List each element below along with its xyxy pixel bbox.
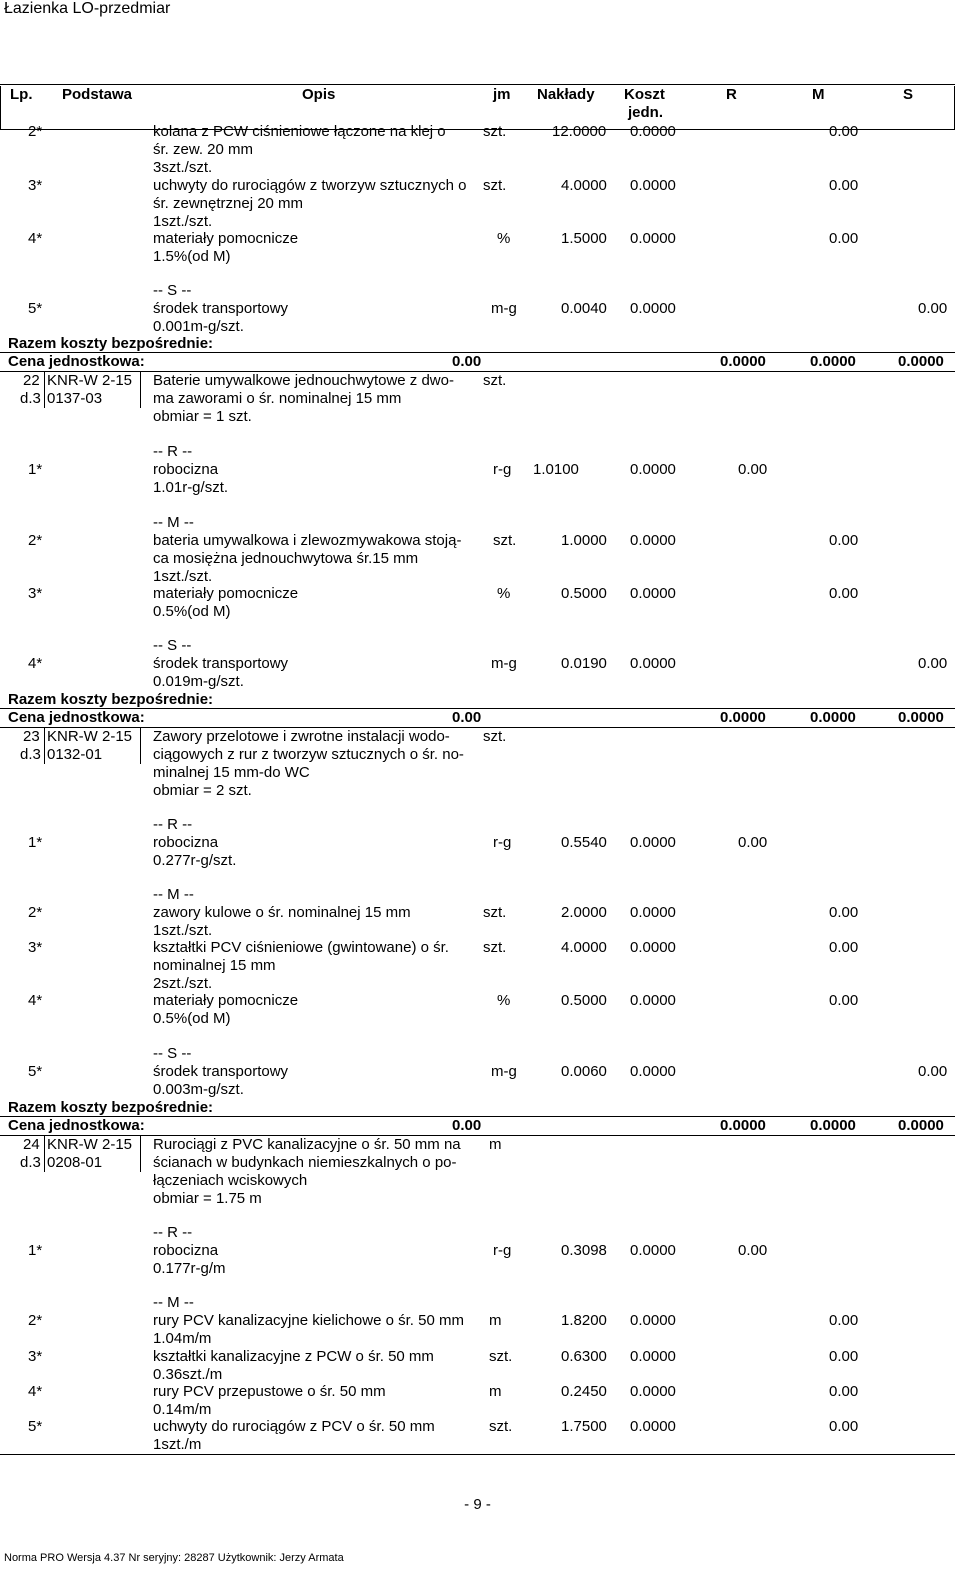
row-jm: % [497, 230, 511, 247]
row-opis: 1szt./szt. [153, 922, 213, 939]
row-m: 0.00 [829, 1312, 859, 1329]
row-opis: kształtki kanalizacyjne z PCW o śr. 50 mm [153, 1348, 434, 1365]
razem-label: Razem koszty bezpośrednie: [8, 335, 214, 352]
cena-r: 0.0000 [720, 353, 766, 370]
row-lp: 3* [28, 585, 43, 602]
row-opis: 0.36szt./m [153, 1366, 223, 1383]
row-opis: śr. zew. 20 mm [153, 141, 254, 158]
position-basis-code: 0132-01 [47, 746, 103, 763]
row-opis: 0.177r-g/m [153, 1260, 226, 1277]
row-naklady: 4.0000 [561, 177, 607, 194]
cena-value: 0.00 [452, 1117, 482, 1134]
row-naklady: 1.0000 [561, 532, 607, 549]
row-opis: uchwyty do rurociągów z PCV o śr. 50 mm [153, 1418, 435, 1435]
row-naklady: 0.5540 [561, 834, 607, 851]
row-opis: rury PCV przepustowe o śr. 50 mm [153, 1383, 386, 1400]
table-header [0, 84, 955, 130]
row-m: 0.00 [829, 992, 859, 1009]
row-koszt: 0.0000 [630, 230, 676, 247]
row-m: 0.00 [829, 177, 859, 194]
row-opis: 3szt./szt. [153, 159, 213, 176]
row-lp: 2* [28, 904, 43, 921]
position-opis: ścianach w budynkach niemieszkalnych o po- [153, 1154, 457, 1171]
document-title: Łazienka LO-przedmiar [4, 0, 171, 17]
row-jm: r-g [493, 1242, 512, 1259]
divider [0, 1135, 955, 1136]
row-m: 0.00 [829, 230, 859, 247]
position-obmiar: obmiar = 2 szt. [153, 782, 252, 799]
position-opis: ciągowych z rur z tworzyw sztucznych o śr. no- [153, 746, 464, 763]
row-naklady: 0.5000 [561, 992, 607, 1009]
row-opis: robocizna [153, 461, 219, 478]
row-opis: ca mosiężna jednouchwytowa śr.15 mm [153, 550, 419, 567]
row-opis: 0.5%(od M) [153, 603, 231, 620]
row-lp: 4* [28, 992, 43, 1009]
razem-label: Razem koszty bezpośrednie: [8, 1099, 214, 1116]
row-opis: 0.14m/m [153, 1401, 212, 1418]
row-m: 0.00 [829, 532, 859, 549]
row-koszt: 0.0000 [630, 461, 676, 478]
divider [0, 727, 955, 728]
row-lp: 5* [28, 1063, 43, 1080]
row-koszt: 0.0000 [630, 300, 676, 317]
row-koszt: 0.0000 [630, 939, 676, 956]
row-opis: robocizna [153, 1242, 219, 1259]
row-opis: zawory kulowe o śr. nominalnej 15 mm [153, 904, 411, 921]
row-jm: m-g [491, 1063, 517, 1080]
row-lp: 1* [28, 834, 43, 851]
row-opis: rury PCV kanalizacyjne kielichowe o śr. 50 mm [153, 1312, 464, 1329]
row-jm: szt. [483, 123, 507, 140]
position-basis-code: 0137-03 [47, 390, 103, 407]
row-koszt: 0.0000 [630, 904, 676, 921]
row-m: 0.00 [829, 1348, 859, 1365]
position-d: d.3 [20, 746, 41, 763]
position-number: 24 [23, 1136, 40, 1153]
row-naklady: 12.0000 [552, 123, 607, 140]
row-opis: 1.01r-g/szt. [153, 479, 229, 496]
row-naklady: 0.6300 [561, 1348, 607, 1365]
row-m: 0.00 [829, 939, 859, 956]
row-lp: 5* [28, 300, 43, 317]
row-jm: szt. [483, 904, 507, 921]
row-koszt: 0.0000 [630, 655, 676, 672]
cena-value: 0.00 [452, 353, 482, 370]
row-naklady: 1.7500 [561, 1418, 607, 1435]
position-jm: szt. [483, 372, 507, 389]
row-lp: 4* [28, 1383, 43, 1400]
cena-r: 0.0000 [720, 1117, 766, 1134]
row-jm: szt. [493, 532, 517, 549]
position-d: d.3 [20, 1154, 41, 1171]
header-m: M [812, 86, 825, 103]
header-podstawa: Podstawa [62, 86, 133, 103]
position-basis: KNR-W 2-15 [47, 372, 133, 389]
row-koszt: 0.0000 [630, 1348, 676, 1365]
row-lp: 3* [28, 1348, 43, 1365]
row-lp: 1* [28, 1242, 43, 1259]
row-naklady: 1.5000 [561, 230, 607, 247]
header-koszt: Koszt [624, 86, 665, 103]
row-naklady: 0.0060 [561, 1063, 607, 1080]
row-lp: 2* [28, 1312, 43, 1329]
row-jm: r-g [493, 834, 512, 851]
row-opis: materiały pomocnicze [153, 230, 299, 247]
row-r: 0.00 [738, 834, 768, 851]
row-opis: 1szt./szt. [153, 213, 213, 230]
row-opis: materiały pomocnicze [153, 992, 299, 1009]
section-s: -- S -- [153, 1045, 192, 1062]
row-naklady: 1.0100 [533, 461, 579, 478]
row-lp: 4* [28, 655, 43, 672]
row-m: 0.00 [829, 904, 859, 921]
row-opis: 1szt./szt. [153, 568, 213, 585]
position-basis-code: 0208-01 [47, 1154, 103, 1171]
row-m: 0.00 [829, 585, 859, 602]
row-opis: 1.04m/m [153, 1330, 212, 1347]
row-opis: 2szt./szt. [153, 975, 213, 992]
row-opis: robocizna [153, 834, 219, 851]
position-obmiar: obmiar = 1.75 m [153, 1190, 262, 1207]
row-opis: materiały pomocnicze [153, 585, 299, 602]
cena-r: 0.0000 [720, 709, 766, 726]
row-lp: 4* [28, 230, 43, 247]
row-naklady: 0.0040 [561, 300, 607, 317]
row-koszt: 0.0000 [630, 1242, 676, 1259]
row-jm: % [497, 585, 511, 602]
footer-text: Norma PRO Wersja 4.37 Nr seryjny: 28287 Użytkownik: Jerzy Armata [4, 1552, 344, 1564]
position-opis: minalnej 15 mm-do WC [153, 764, 310, 781]
row-lp: 2* [28, 532, 43, 549]
position-opis: Zawory przelotowe i zwrotne instalacji wodo- [153, 728, 450, 745]
cena-m: 0.0000 [810, 1117, 856, 1134]
row-m: 0.00 [829, 1418, 859, 1435]
row-lp: 3* [28, 177, 43, 194]
position-basis: KNR-W 2-15 [47, 1136, 133, 1153]
row-naklady: 0.2450 [561, 1383, 607, 1400]
cena-m: 0.0000 [810, 709, 856, 726]
row-opis: 0.001m-g/szt. [153, 318, 244, 335]
row-naklady: 2.0000 [561, 904, 607, 921]
position-obmiar: obmiar = 1 szt. [153, 408, 252, 425]
row-opis: środek transportowy [153, 300, 289, 317]
row-jm: szt. [483, 177, 507, 194]
razem-label: Razem koszty bezpośrednie: [8, 691, 214, 708]
cena-label: Cena jednostkowa: [8, 353, 145, 370]
row-jm: szt. [483, 939, 507, 956]
position-number: 23 [23, 728, 40, 745]
section-s: -- S -- [153, 282, 192, 299]
row-jm: szt. [489, 1418, 513, 1435]
row-opis: śr. zewnętrznej 20 mm [153, 195, 304, 212]
row-koszt: 0.0000 [630, 992, 676, 1009]
row-opis: środek transportowy [153, 1063, 289, 1080]
row-opis: 1.5%(od M) [153, 248, 231, 265]
row-lp: 2* [28, 123, 43, 140]
section-m: -- M -- [153, 1294, 194, 1311]
row-s: 0.00 [918, 300, 948, 317]
row-lp: 5* [28, 1418, 43, 1435]
section-s: -- S -- [153, 637, 192, 654]
row-opis: 0.003m-g/szt. [153, 1081, 244, 1098]
divider [0, 371, 955, 372]
position-jm: szt. [483, 728, 507, 745]
cena-value: 0.00 [452, 709, 482, 726]
header-opis: Opis [302, 86, 336, 103]
row-jm: m-g [491, 300, 517, 317]
header-koszt-jedn: jedn. [628, 104, 664, 121]
row-opis: nominalnej 15 mm [153, 957, 276, 974]
row-koszt: 0.0000 [630, 834, 676, 851]
page-number: - 9 - [464, 1496, 491, 1513]
cena-s: 0.0000 [898, 709, 944, 726]
cena-s: 0.0000 [898, 1117, 944, 1134]
section-m: -- M -- [153, 514, 194, 531]
row-koszt: 0.0000 [630, 123, 676, 140]
row-naklady: 0.0190 [561, 655, 607, 672]
section-r: -- R -- [153, 1224, 193, 1241]
position-d: d.3 [20, 390, 41, 407]
row-jm: m [489, 1383, 502, 1400]
position-number: 22 [23, 372, 40, 389]
row-naklady: 0.5000 [561, 585, 607, 602]
row-koszt: 0.0000 [630, 1383, 676, 1400]
cena-label: Cena jednostkowa: [8, 1117, 145, 1134]
table-bottom-border [0, 1454, 955, 1455]
cena-m: 0.0000 [810, 353, 856, 370]
row-opis: uchwyty do rurociągów z tworzyw sztucznych o [153, 177, 467, 194]
row-koszt: 0.0000 [630, 1312, 676, 1329]
row-jm: szt. [489, 1348, 513, 1365]
row-koszt: 0.0000 [630, 585, 676, 602]
cena-s: 0.0000 [898, 353, 944, 370]
position-basis: KNR-W 2-15 [47, 728, 133, 745]
row-koszt: 0.0000 [630, 177, 676, 194]
row-m: 0.00 [829, 123, 859, 140]
section-r: -- R -- [153, 443, 193, 460]
row-opis: 0.277r-g/szt. [153, 852, 237, 869]
row-opis: 1szt./m [153, 1436, 202, 1453]
row-r: 0.00 [738, 1242, 768, 1259]
position-opis: łączeniach wciskowych [153, 1172, 308, 1189]
cena-label: Cena jednostkowa: [8, 709, 145, 726]
row-lp: 1* [28, 461, 43, 478]
row-jm: m-g [491, 655, 517, 672]
section-m: -- M -- [153, 886, 194, 903]
row-s: 0.00 [918, 1063, 948, 1080]
row-opis: kolana z PCW ciśnieniowe łączone na klej o [153, 123, 446, 140]
row-s: 0.00 [918, 655, 948, 672]
position-jm: m [489, 1136, 502, 1153]
section-r: -- R -- [153, 816, 193, 833]
position-opis: Baterie umywalkowe jednouchwytowe z dwo- [153, 372, 454, 389]
row-koszt: 0.0000 [630, 1063, 676, 1080]
header-r: R [726, 86, 737, 103]
row-opis: środek transportowy [153, 655, 289, 672]
row-naklady: 1.8200 [561, 1312, 607, 1329]
row-opis: bateria umywalkowa i zlewozmywakowa stoją- [153, 532, 462, 549]
row-naklady: 4.0000 [561, 939, 607, 956]
position-opis: ma zaworami o śr. nominalnej 15 mm [153, 390, 402, 407]
row-jm: m [489, 1312, 502, 1329]
row-koszt: 0.0000 [630, 1418, 676, 1435]
header-lp: Lp. [10, 86, 33, 103]
row-opis: 0.5%(od M) [153, 1010, 231, 1027]
row-lp: 3* [28, 939, 43, 956]
row-opis: kształtki PCV ciśnieniowe (gwintowane) o śr. [153, 939, 449, 956]
row-koszt: 0.0000 [630, 532, 676, 549]
header-naklady: Nakłady [537, 86, 595, 103]
row-naklady: 0.3098 [561, 1242, 607, 1259]
row-m: 0.00 [829, 1383, 859, 1400]
header-s: S [903, 86, 914, 103]
row-jm: % [497, 992, 511, 1009]
header-jm: jm [493, 86, 511, 103]
position-opis: Rurociągi z PVC kanalizacyjne o śr. 50 mm na [153, 1136, 461, 1153]
row-opis: 0.019m-g/szt. [153, 673, 244, 690]
row-r: 0.00 [738, 461, 768, 478]
row-jm: r-g [493, 461, 512, 478]
